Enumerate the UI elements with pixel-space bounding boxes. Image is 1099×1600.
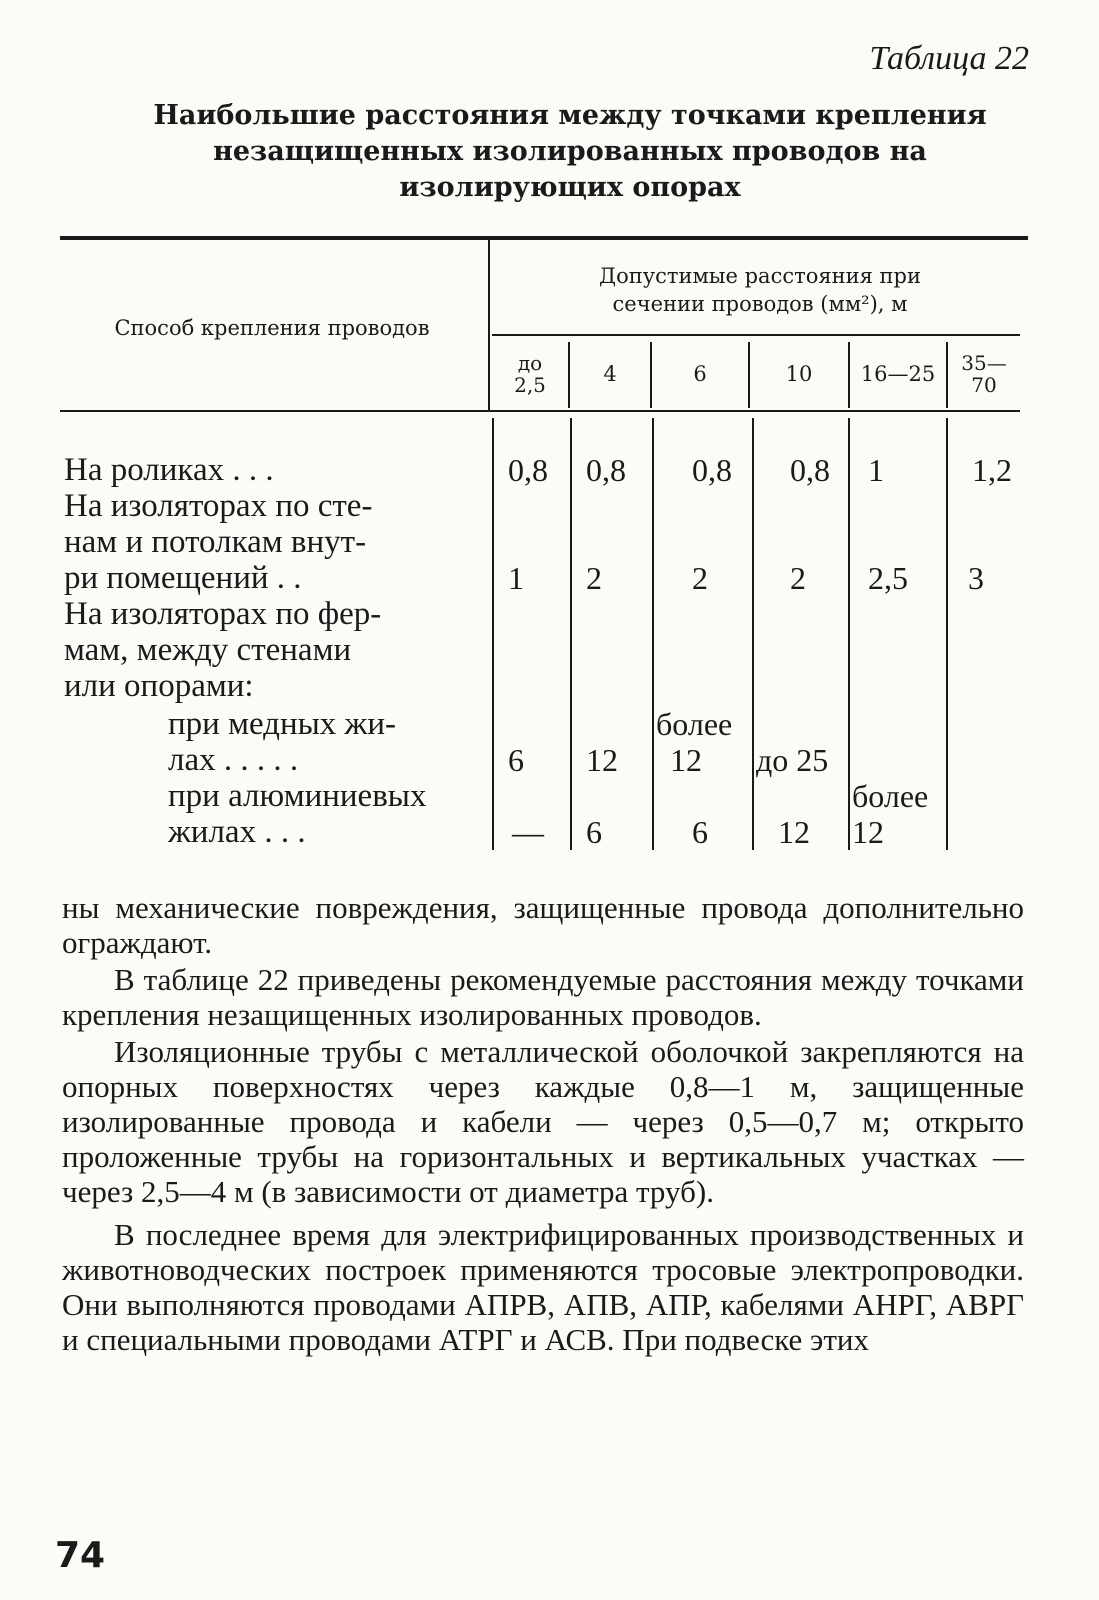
stub-line: при алюминиевых <box>168 778 427 814</box>
column-header: 4 <box>603 362 617 386</box>
body-divider <box>652 418 654 850</box>
group-header-line: Допустимые расстояния при <box>599 264 921 288</box>
body-divider <box>570 418 572 850</box>
table-caption: Таблица 22 <box>869 40 1029 77</box>
table-cell: более <box>852 778 929 814</box>
column-header: 6 <box>693 362 707 386</box>
table-cell: 0,8 <box>586 452 626 488</box>
paragraph: В последнее время для электрифицированных производственных и животноводческих построек применяются тросовые электропроводки. Они выполняются проводами АПРВ, АПВ, АПР, кабелями АНРГ, АВРГ и специальными проводами АТРГ и АСВ. При подвеске этих <box>62 1217 1024 1357</box>
table-cell: 0,8 <box>790 452 830 488</box>
table-cell: более <box>656 706 733 742</box>
table-cell: 2 <box>586 560 602 596</box>
table-cell: 12 <box>778 814 810 850</box>
body-divider <box>492 418 494 850</box>
body-divider <box>946 418 948 850</box>
table-top-rule <box>60 236 1028 240</box>
table-cell: 6 <box>692 814 708 850</box>
table-cell: 3 <box>968 560 984 596</box>
stub-line: лах . . . . . <box>168 742 299 778</box>
table-cell: 2,5 <box>868 560 908 596</box>
table-cell: 1,2 <box>972 452 1012 488</box>
stub-line: На изоляторах по фер- <box>64 596 382 632</box>
stub-divider <box>488 240 490 410</box>
header-bottom-rule <box>60 410 1020 412</box>
column-header <box>494 352 566 396</box>
table-title-line: изолирующих опорах <box>399 172 741 203</box>
column-header: 16—25 <box>860 362 936 386</box>
body-divider <box>848 418 850 850</box>
paragraph: Изоляционные трубы с металлической оболочкой закрепляются на опорных поверхностях через каждые 0,8—1 м, защищенные изолированные провода и кабели — через 0,5—0,7 м; открыто проложенные трубы на горизонтальных и вертикальных участках — через 2,5—4 м (в зависимости от диаметра труб). <box>62 1034 1024 1209</box>
column-header: 10 <box>785 362 813 386</box>
table-title <box>110 98 1030 206</box>
column-header <box>948 352 1020 396</box>
table-cell: 1 <box>868 452 884 488</box>
stub-line: мам, между стенами <box>64 632 352 668</box>
group-header-line: сечении проводов (мм²), м <box>612 292 908 316</box>
table-cell: — <box>512 814 544 850</box>
stub-line: при медных жи- <box>168 706 396 742</box>
body-text <box>62 890 1024 1359</box>
paragraph: ны механические повреждения, защищенные провода дополнительно ограждают. <box>62 890 1024 960</box>
stub-header: Способ крепления проводов <box>114 316 430 340</box>
stub-line: или опорами: <box>64 668 254 704</box>
body-divider <box>752 418 754 850</box>
paragraph: В таблице 22 приведены рекомендуемые расстояния между точками крепления незащищенных изолированных проводов. <box>62 962 1024 1032</box>
table-cell: 12 <box>670 742 702 778</box>
stub-line: На изоляторах по сте- <box>64 488 373 524</box>
group-header <box>520 262 1000 318</box>
stub-line: жилах . . . <box>168 814 306 850</box>
table-cell: 1 <box>508 560 524 596</box>
column-header-line: 2,5 <box>514 373 546 397</box>
stub-line: ри помещений . . <box>64 560 302 596</box>
table-title-line: Наибольшие расстояния между точками крепления <box>153 100 987 131</box>
table-cell: 2 <box>790 560 806 596</box>
table-cell: 12 <box>586 742 618 778</box>
table-cell: 6 <box>586 814 602 850</box>
column-divider <box>568 342 570 408</box>
table-cell: до 25 <box>756 742 829 778</box>
stub-line: На роликах . . . <box>64 452 274 488</box>
table-cell: 6 <box>508 742 524 778</box>
table-title-line: незащищенных изолированных проводов на <box>213 136 927 167</box>
table-cell: 0,8 <box>508 452 548 488</box>
column-header-line: до <box>517 351 543 375</box>
header-group-rule <box>492 334 1020 336</box>
table-cell: 12 <box>852 814 884 850</box>
table-cell: 0,8 <box>692 452 732 488</box>
column-header-line: 35— <box>961 351 1007 375</box>
column-header-line: 70 <box>971 373 997 397</box>
table-cell: 2 <box>692 560 708 596</box>
stub-line: нам и потолкам внут- <box>64 524 367 560</box>
page-number: 74 <box>55 1535 106 1576</box>
